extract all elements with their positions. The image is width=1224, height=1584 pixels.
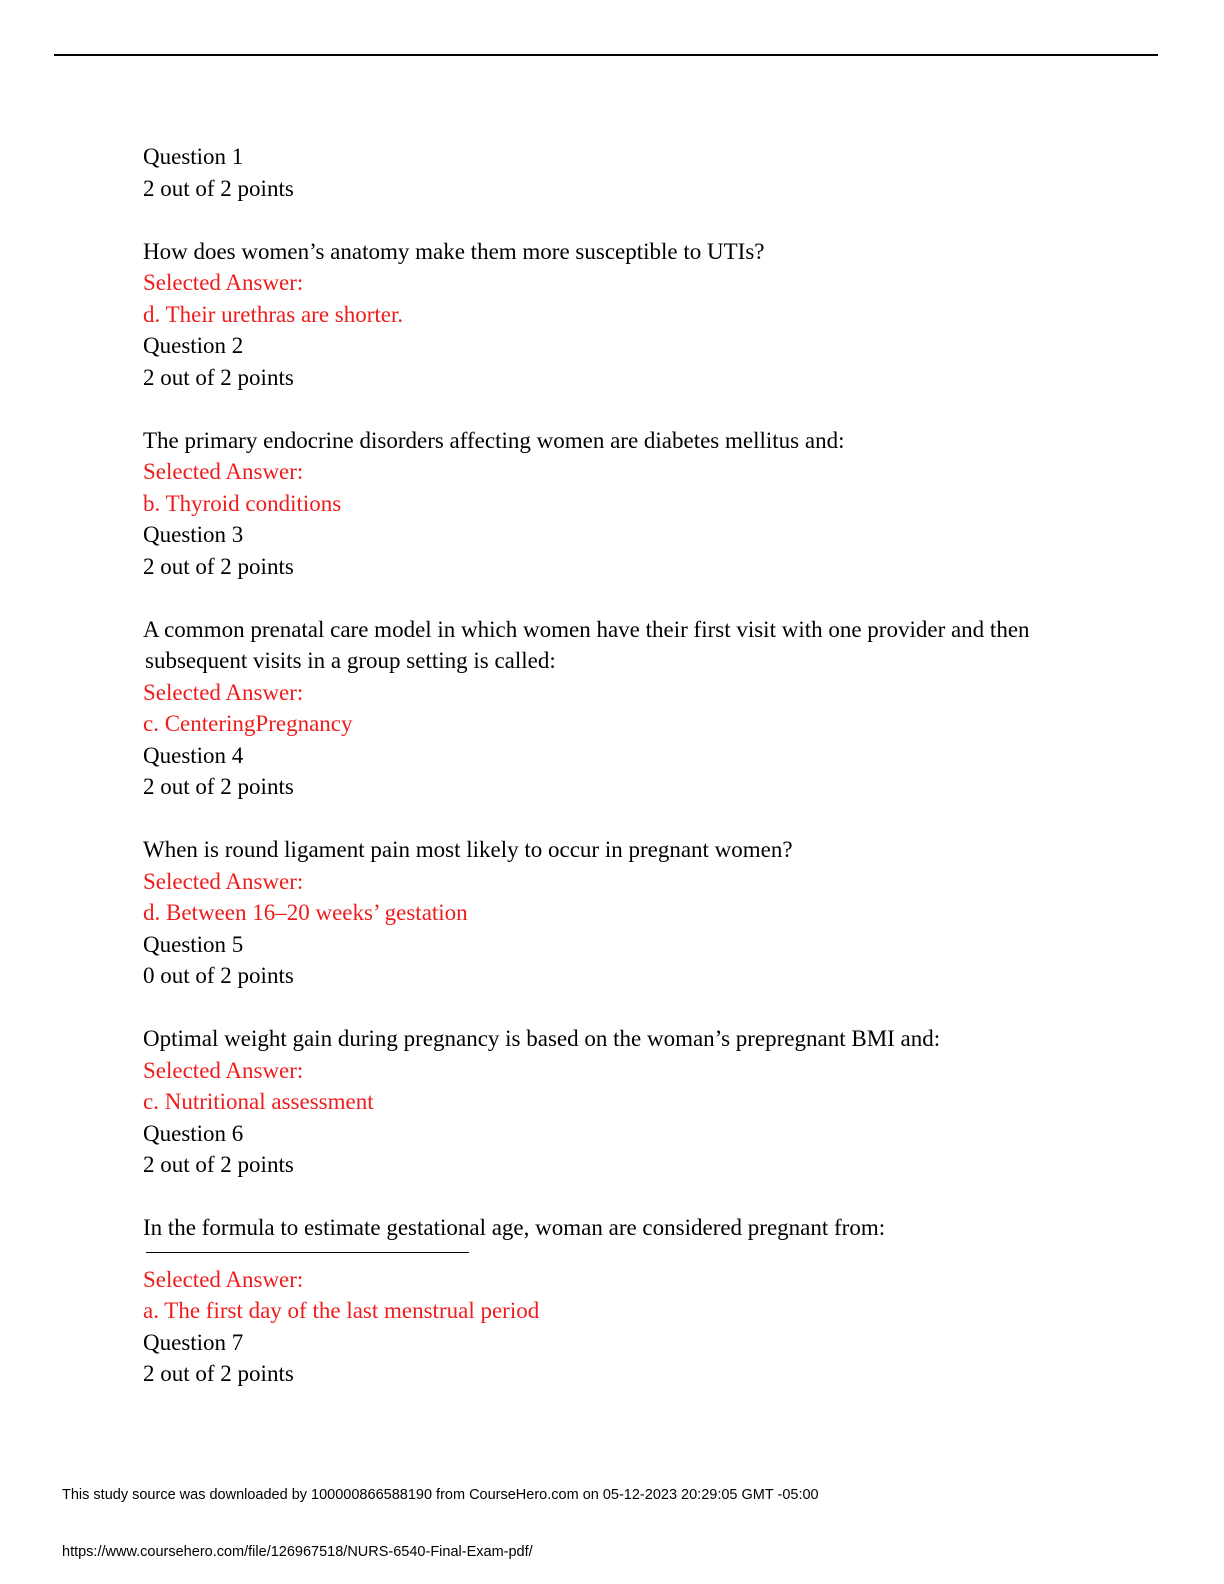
question-title: Question 5 bbox=[143, 931, 244, 957]
question-prompt: When is round ligament pain most likely to occur in pregnant women? bbox=[143, 837, 793, 862]
selected-answer: c. CenteringPregnancy bbox=[143, 711, 353, 736]
question-title: Question 1 bbox=[143, 144, 244, 169]
question-title: Question 3 bbox=[143, 522, 244, 547]
selected-answer-label: Selected Answer: bbox=[143, 1266, 304, 1292]
selected-answer-label: Selected Answer: bbox=[143, 459, 304, 484]
spacer bbox=[143, 204, 1103, 236]
download-notice: This study source was downloaded by 100000866588190 from CourseHero.com on 05-12-2023 20:29:05 GMT -05:00 bbox=[62, 1487, 819, 1503]
spacer bbox=[143, 803, 1103, 835]
selected-answer-label: Selected Answer: bbox=[143, 1057, 304, 1083]
question-points: 2 out of 2 points bbox=[143, 553, 294, 579]
spacer bbox=[143, 1181, 1103, 1213]
question-prompt: How does women’s anatomy make them more susceptible to UTIs? bbox=[143, 238, 765, 264]
selected-answer: d. Between 16–20 weeks’ gestation bbox=[143, 900, 468, 925]
question-title: Question 2 bbox=[143, 333, 244, 358]
selected-answer: b. Thyroid conditions bbox=[143, 490, 342, 516]
spacer bbox=[143, 582, 1103, 614]
question-points: 2 out of 2 points bbox=[143, 175, 294, 201]
selected-answer-label: Selected Answer: bbox=[143, 679, 304, 705]
question-prompt-line-2: subsequent visits in a group setting is called: bbox=[145, 648, 556, 673]
question-title: Question 6 bbox=[143, 1120, 244, 1146]
fill-in-blank-line bbox=[146, 1252, 469, 1253]
exam-content bbox=[143, 141, 1103, 1390]
question-points: 2 out of 2 points bbox=[143, 364, 294, 390]
question-points: 2 out of 2 points bbox=[143, 1152, 294, 1177]
selected-answer: a. The first day of the last menstrual period bbox=[143, 1298, 540, 1323]
selected-answer: d. Their urethras are shorter. bbox=[143, 301, 404, 327]
question-prompt: In the formula to estimate gestational age, woman are considered pregnant from: bbox=[143, 1215, 886, 1240]
selected-answer-label: Selected Answer: bbox=[143, 270, 304, 295]
question-points: 0 out of 2 points bbox=[143, 963, 294, 988]
question-prompt: Optimal weight gain during pregnancy is based on the woman’s prepregnant BMI and: bbox=[143, 1026, 941, 1051]
question-prompt-line-1: A common prenatal care model in which women have their first visit with one provider and then bbox=[143, 616, 1030, 642]
question-prompt: The primary endocrine disorders affecting women are diabetes mellitus and: bbox=[143, 427, 845, 453]
spacer bbox=[143, 393, 1103, 425]
selected-answer-label: Selected Answer: bbox=[143, 868, 304, 894]
question-points: 2 out of 2 points bbox=[143, 1361, 294, 1386]
spacer bbox=[143, 992, 1103, 1024]
top-rule bbox=[54, 54, 1158, 56]
selected-answer: c. Nutritional assessment bbox=[143, 1089, 374, 1114]
question-title: Question 4 bbox=[143, 742, 244, 768]
question-points: 2 out of 2 points bbox=[143, 774, 294, 799]
question-title: Question 7 bbox=[143, 1329, 244, 1355]
source-url[interactable]: https://www.coursehero.com/file/126967518/NURS-6540-Final-Exam-pdf/ bbox=[62, 1544, 533, 1560]
